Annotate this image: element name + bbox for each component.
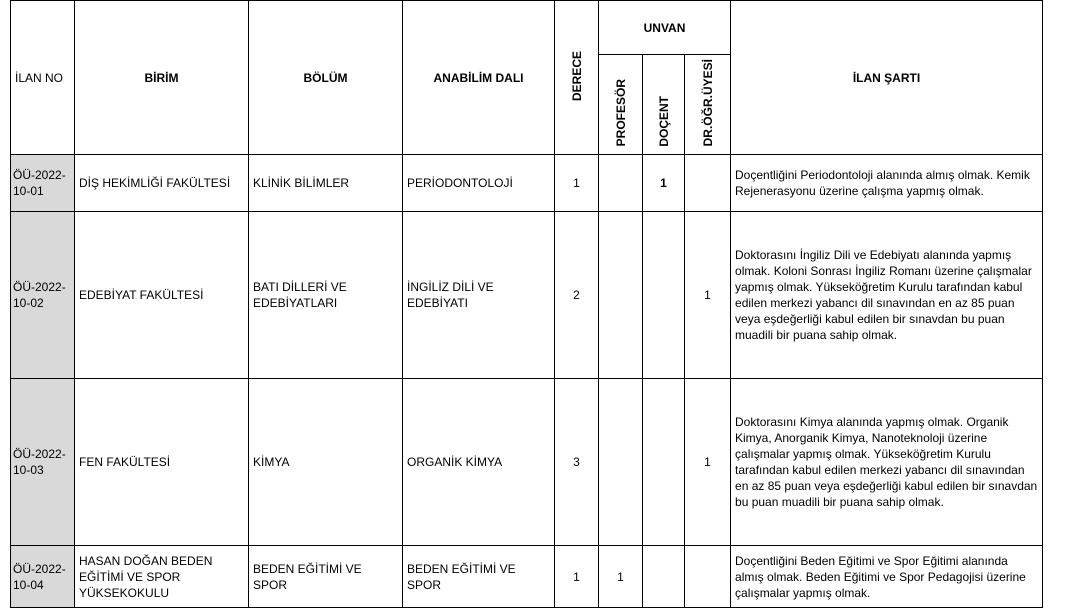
ilan-sarti-cell: Doktorasını İngiliz Dili ve Edebiyatı alanında yapmış olmak. Koloni Sonrası İngiliz Romanı üzerine çalışmalar yapmış olmak. Yükseköğretim Kurulu tarafından kabul edilen merkezi yabancı dil sınavından en az 85 puan veya eşdeğerliği kabul edilen bir sınavdan bu puan muadili bir puana sahip olmak. xyxy=(731,212,1043,379)
header-bolum: BÖLÜM xyxy=(249,1,403,155)
derece-cell: 3 xyxy=(555,379,599,546)
profesor-cell xyxy=(599,379,643,546)
birim-cell: EDEBİYAT FAKÜLTESİ xyxy=(75,212,249,379)
header-dr-ogr-uyesi xyxy=(685,55,731,155)
header-docent-label: DOÇENT xyxy=(656,95,671,147)
header-profesor xyxy=(599,55,643,155)
birim-cell: DİŞ HEKİMLİĞİ FAKÜLTESİ xyxy=(75,155,249,212)
anabilim-cell: İNGİLİZ DİLİ VE EDEBİYATI xyxy=(403,212,555,379)
anabilim-cell: PERİODONTOLOJİ xyxy=(403,155,555,212)
header-anabilim-dali: ANABİLİM DALI xyxy=(403,1,555,155)
bolum-cell: BEDEN EĞİTİMİ VE SPOR xyxy=(249,546,403,608)
anabilim-cell: BEDEN EĞİTİMİ VE SPOR xyxy=(403,546,555,608)
header-derece-label: DERECE xyxy=(569,50,584,101)
profesor-cell xyxy=(599,212,643,379)
table-row xyxy=(11,212,1043,379)
derece-cell: 1 xyxy=(555,155,599,212)
profesor-cell xyxy=(599,155,643,212)
job-listing-table xyxy=(10,0,1043,608)
header-ilan-no: İLAN NO xyxy=(11,1,75,155)
header-birim: BİRİM xyxy=(75,1,249,155)
bolum-cell: KİMYA xyxy=(249,379,403,546)
docent-cell: 1 xyxy=(643,155,685,212)
ilan-sarti-cell: Doçentliğini Beden Eğitimi ve Spor Eğitimi alanında almış olmak. Beden Eğitimi ve Spor Pedagojisi üzerine çalışmalar yapmış olmak. xyxy=(731,546,1043,608)
ilan-no-cell: ÖÜ-2022-10-02 xyxy=(11,212,75,379)
dr-cell: 1 xyxy=(685,212,731,379)
bolum-cell: BATI DİLLERİ VE EDEBİYATLARI xyxy=(249,212,403,379)
derece-cell: 2 xyxy=(555,212,599,379)
ilan-no-cell: ÖÜ-2022-10-03 xyxy=(11,379,75,546)
bolum-cell: KLİNİK BİLİMLER xyxy=(249,155,403,212)
ilan-no-cell: ÖÜ-2022-10-01 xyxy=(11,155,75,212)
anabilim-cell: ORGANİK KİMYA xyxy=(403,379,555,546)
docent-cell xyxy=(643,379,685,546)
ilan-sarti-cell: Doktorasını Kimya alanında yapmış olmak. Organik Kimya, Anorganik Kimya, Nanoteknoloji üzerine çalışmalar yapmış olmak. Yükseköğretim Kurulu tarafından kabul edilen merkezi yabancı dil sınavından en az 85 puan veya eşdeğerliği kabul edilen bir sınavdan bu puan muadili bir puana sahip olmak. xyxy=(731,379,1043,546)
birim-cell: FEN FAKÜLTESİ xyxy=(75,379,249,546)
table-row xyxy=(11,379,1043,546)
ilan-sarti-cell: Doçentliğini Periodontoloji alanında almış olmak. Kemik Rejenerasyonu üzerine çalışma yapmış olmak. xyxy=(731,155,1043,212)
dr-cell: 1 xyxy=(685,379,731,546)
header-unvan: UNVAN xyxy=(599,1,731,55)
header-derece xyxy=(555,1,599,155)
profesor-cell: 1 xyxy=(599,546,643,608)
ilan-no-cell: ÖÜ-2022-10-04 xyxy=(11,546,75,608)
table-row xyxy=(11,546,1043,608)
header-row-1 xyxy=(11,1,1043,55)
derece-cell: 1 xyxy=(555,546,599,608)
docent-cell xyxy=(643,212,685,379)
header-ilan-sarti: İLAN ŞARTI xyxy=(731,1,1043,155)
dr-cell xyxy=(685,546,731,608)
header-profesor-label: PROFESÖR xyxy=(613,79,628,147)
dr-cell xyxy=(685,155,731,212)
header-dr-label: DR.ÖĞR.ÜYESİ xyxy=(700,59,715,147)
header-docent xyxy=(643,55,685,155)
birim-cell: HASAN DOĞAN BEDEN EĞİTİMİ VE SPOR YÜKSEKOKULU xyxy=(75,546,249,608)
docent-cell xyxy=(643,546,685,608)
table-row xyxy=(11,155,1043,212)
